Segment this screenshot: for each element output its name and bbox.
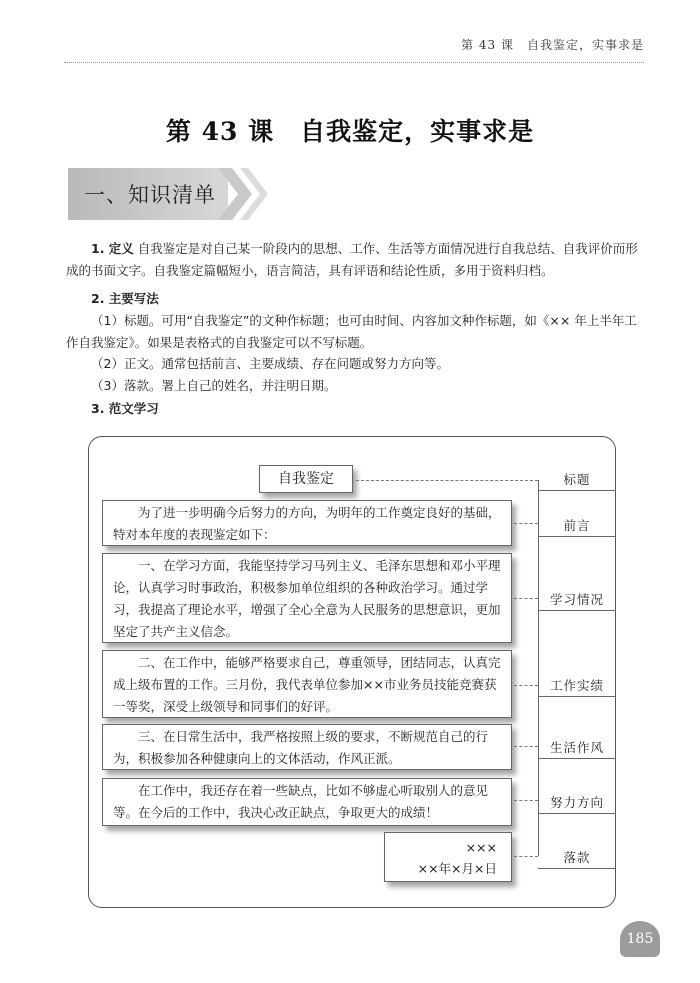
preface-card [102, 500, 512, 546]
preface-text: 为了进一步明确今后努力的方向，为明年的工作奠定良好的基础，特对本年度的表现鉴定如下： [113, 505, 501, 542]
section-banner [68, 168, 268, 220]
effort-text: 在工作中，我还存在着一些缺点，比如不够虚心听取别人的意见等。在今后的工作中，我决心改正缺点，争取更大的成绩！ [113, 783, 489, 820]
writing-item-title: （1）标题。可用“自我鉴定”的文种作标题；也可由时间、内容加文种作标题，如《×× 年上半年工作自我鉴定》。如果是表格式的自我鉴定可以不写标题。 [66, 313, 637, 350]
study-connector [514, 598, 538, 599]
running-head: 第 43 课 自我鉴定，实事求是 [461, 38, 644, 52]
page-number: 185 [620, 921, 660, 957]
writing-heading: 2. 主要写法 [91, 291, 159, 306]
tag-effort: 努力方向 [538, 793, 616, 814]
study-card [102, 553, 512, 643]
tag-life: 生活作风 [538, 738, 616, 759]
work-text: 二、在工作中，能够严格要求自己，尊重领导，团结同志，认真完成上级布置的工作。三月份，我代表单位参加××市业务员技能竞赛获一等奖，深受上级领导和同事们的好评。 [113, 655, 501, 714]
work-connector [514, 685, 538, 686]
preface-connector [514, 523, 538, 524]
definition-text: 自我鉴定是对自己某一阶段内的思想、工作、生活等方面情况进行自我总结、自我评价而形成的书面文字。自我鉴定篇幅短小，语言简洁，具有评语和结论性质，多用于资料归档。 [66, 241, 638, 278]
life-connector [514, 746, 538, 747]
writing-item-body: （2）正文。通常包括前言、主要成绩、存在问题或努力方向等。 [91, 356, 449, 371]
tag-preface: 前言 [538, 516, 616, 537]
life-text: 三、在日常生活中，我严格按照上级的要求，不断规范自己的行为，积极参加各种健康向上的文体活动，作风正派。 [113, 729, 489, 766]
signoff-connector [514, 856, 538, 857]
title-connector [356, 480, 538, 481]
tag-connector-line [538, 480, 539, 606]
sample-title-card: 自我鉴定 [259, 465, 353, 493]
tag-connector-line [538, 606, 539, 856]
definition-label: 1. 定义 [91, 241, 134, 256]
life-card [102, 724, 512, 770]
chevron-arrows-icon [218, 168, 268, 220]
sample-heading: 3. 范文学习 [91, 401, 159, 416]
tag-title: 标题 [538, 470, 616, 491]
work-card [102, 650, 512, 718]
definition-paragraph [66, 238, 644, 282]
tag-study: 学习情况 [538, 590, 616, 611]
signature-date: ××年×月×日 [417, 861, 497, 876]
tag-work: 工作实绩 [538, 676, 616, 697]
effort-card [102, 778, 512, 826]
writing-item-signoff: （3）落款。署上自己的姓名，并注明日期。 [91, 378, 337, 393]
study-text: 一、在学习方面，我能坚持学习马列主义、毛泽东思想和邓小平理论，认真学习时事政治，积极参加单位组织的各种政治学习。通过学习，我提高了理论水平，增强了全心全意为人民服务的思想意识，更加坚定了共产主义信念。 [113, 558, 501, 639]
tag-signoff: 落款 [538, 848, 616, 869]
effort-connector [514, 800, 538, 801]
header-divider [64, 62, 644, 63]
signoff-card [384, 832, 512, 882]
lesson-title: 第 43 课 自我鉴定，实事求是 [165, 117, 535, 146]
signature-name: ××× [465, 840, 497, 855]
section-label: 一、知识清单 [84, 183, 216, 207]
